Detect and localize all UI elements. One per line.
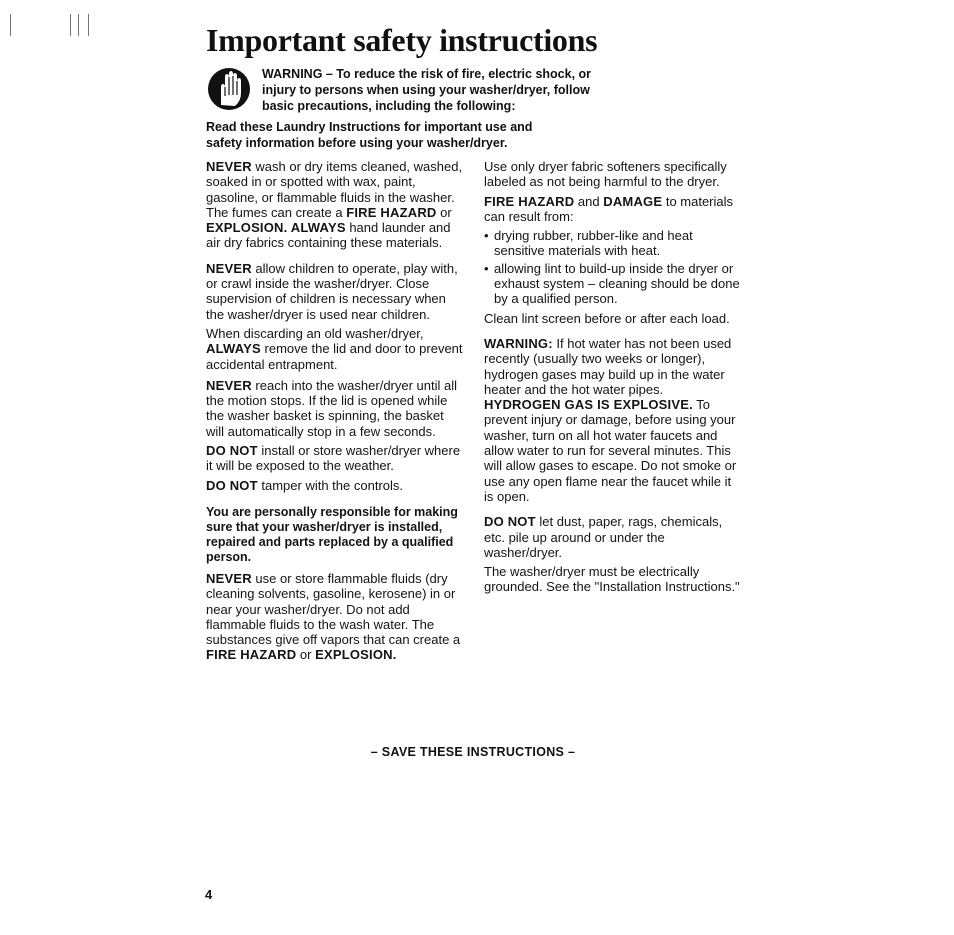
- keyword: DAMAGE: [603, 193, 663, 209]
- keyword: DO NOT: [206, 477, 258, 493]
- keyword: ALWAYS: [206, 341, 261, 357]
- paragraph-text: tamper with the controls.: [257, 477, 403, 493]
- warning-intro-line: WARNING – To reduce the risk of fire, electric shock, or: [262, 67, 592, 81]
- paragraph-discarding: [206, 326, 463, 372]
- scan-margin-marks: [8, 14, 98, 40]
- keyword: DO NOT: [484, 514, 536, 530]
- paragraph-text: or: [436, 204, 452, 220]
- read-note: [206, 119, 676, 151]
- paragraph-text: let dust, paper, rags, chemicals, etc. pile up around or under the washer/dryer.: [484, 514, 723, 560]
- read-note-line: safety information before using your washer/dryer.: [206, 136, 508, 150]
- list-item: • allowing lint to build-up inside the dryer or exhaust system – cleaning should be done by a qualified person.: [484, 261, 740, 307]
- paragraph-hydrogen-warning: [484, 336, 740, 504]
- warning-intro-line: injury to persons when using your washer/dryer, follow: [262, 83, 590, 97]
- paragraph-lint-screen: Clean lint screen before or after each load.: [484, 310, 730, 326]
- paragraph-text: wash or dry items cleaned, washed, soaked in or spotted with wax, paint, gasoline, or flammable fluids in the washer. The fumes can create a: [206, 159, 463, 220]
- paragraph-text: When discarding an old washer/dryer,: [206, 325, 424, 341]
- paragraph-text: install or store washer/dryer where it will be exposed to the weather.: [206, 443, 461, 474]
- paragraph-text: To prevent injury or damage, before using your washer, turn on all hot water faucets and allow water to run for several minutes. This will allow gases to escape. Do not smoke or use any open flame near the faucet while it is open.: [484, 397, 737, 504]
- paragraph-text: or: [296, 647, 316, 663]
- paragraph-text: use or store flammable fluids (dry cleaning solvents, gasoline, kerosene) in or near your washer/dryer. Do not add flammable fluids to the wash water. The substances give off vapors that can create a: [206, 570, 461, 648]
- hazard-list: [484, 228, 740, 306]
- keyword: FIRE HAZARD: [484, 193, 575, 209]
- paragraph-text: remove the lid and door to prevent accidental entrapment.: [206, 341, 463, 372]
- paragraph-do-not-dust: [484, 514, 740, 560]
- keyword: HYDROGEN GAS IS EXPLOSIVE.: [484, 397, 693, 413]
- save-instructions: [0, 745, 954, 759]
- right-column: [484, 159, 740, 599]
- paragraph-text: hand launder and air dry fabrics containing these materials.: [206, 220, 451, 251]
- page-number: 4: [205, 887, 213, 902]
- keyword: FIRE HAZARD: [346, 204, 437, 220]
- keyword: NEVER: [206, 570, 252, 586]
- hand-icon: [207, 63, 251, 115]
- paragraph-do-not-tamper: [206, 478, 463, 493]
- paragraph-never-use-store: [206, 571, 463, 663]
- paragraph-fabric-softeners: Use only dryer fabric softeners specifically labeled as not being harmful to the dryer.: [484, 159, 727, 190]
- paragraph-never-children: [206, 261, 463, 322]
- list-item: • drying rubber, rubber-like and heat sensitive materials with heat.: [484, 228, 740, 259]
- paragraph-text: If hot water has not been used recently (usually two weeks or longer), hydrogen gases may build up in the water heater and the hot water pipes.: [484, 335, 732, 397]
- paragraph-fire-hazard: [484, 194, 740, 225]
- keyword: EXPLOSION. ALWAYS: [206, 220, 346, 236]
- keyword: DO NOT: [206, 443, 258, 459]
- paragraph-text: allow children to operate, play with, or crawl inside the washer/dryer. Close supervision of children is necessary when the washer/dryer is used near children.: [206, 260, 458, 322]
- keyword: EXPLOSION.: [315, 647, 397, 663]
- read-note-line: Read these Laundry Instructions for important use and: [206, 120, 533, 134]
- keyword: NEVER: [206, 260, 252, 276]
- paragraph-grounded: The washer/dryer must be electrically grounded. See the "Installation Instructions.": [484, 564, 740, 595]
- paragraph-text: reach into the washer/dryer until all the motion stops. If the lid is opened while the washer basket is spinning, the basket will automatically stop in a few seconds.: [206, 377, 458, 439]
- paragraph-never-reach: [206, 378, 463, 439]
- paragraph-never-wash: [206, 159, 463, 251]
- paragraph-text: to materials can result from:: [484, 193, 734, 224]
- paragraph-do-not-install: [206, 443, 463, 474]
- keyword: FIRE HAZARD: [206, 647, 297, 663]
- keyword: NEVER: [206, 159, 252, 174]
- paragraph-text: and: [574, 193, 604, 209]
- save-instructions-text: – SAVE THESE INSTRUCTIONS –: [370, 745, 576, 759]
- keyword: NEVER: [206, 377, 252, 393]
- warning-intro-line: basic precautions, including the following:: [262, 99, 516, 113]
- responsibility-note: You are personally responsible for making sure that your washer/dryer is installed, repaired and parts replaced by a qualified person.: [206, 504, 458, 564]
- keyword: WARNING:: [484, 335, 553, 351]
- page-title: Important safety instructions: [206, 22, 598, 58]
- warning-intro: [262, 66, 682, 114]
- left-column: [206, 159, 463, 667]
